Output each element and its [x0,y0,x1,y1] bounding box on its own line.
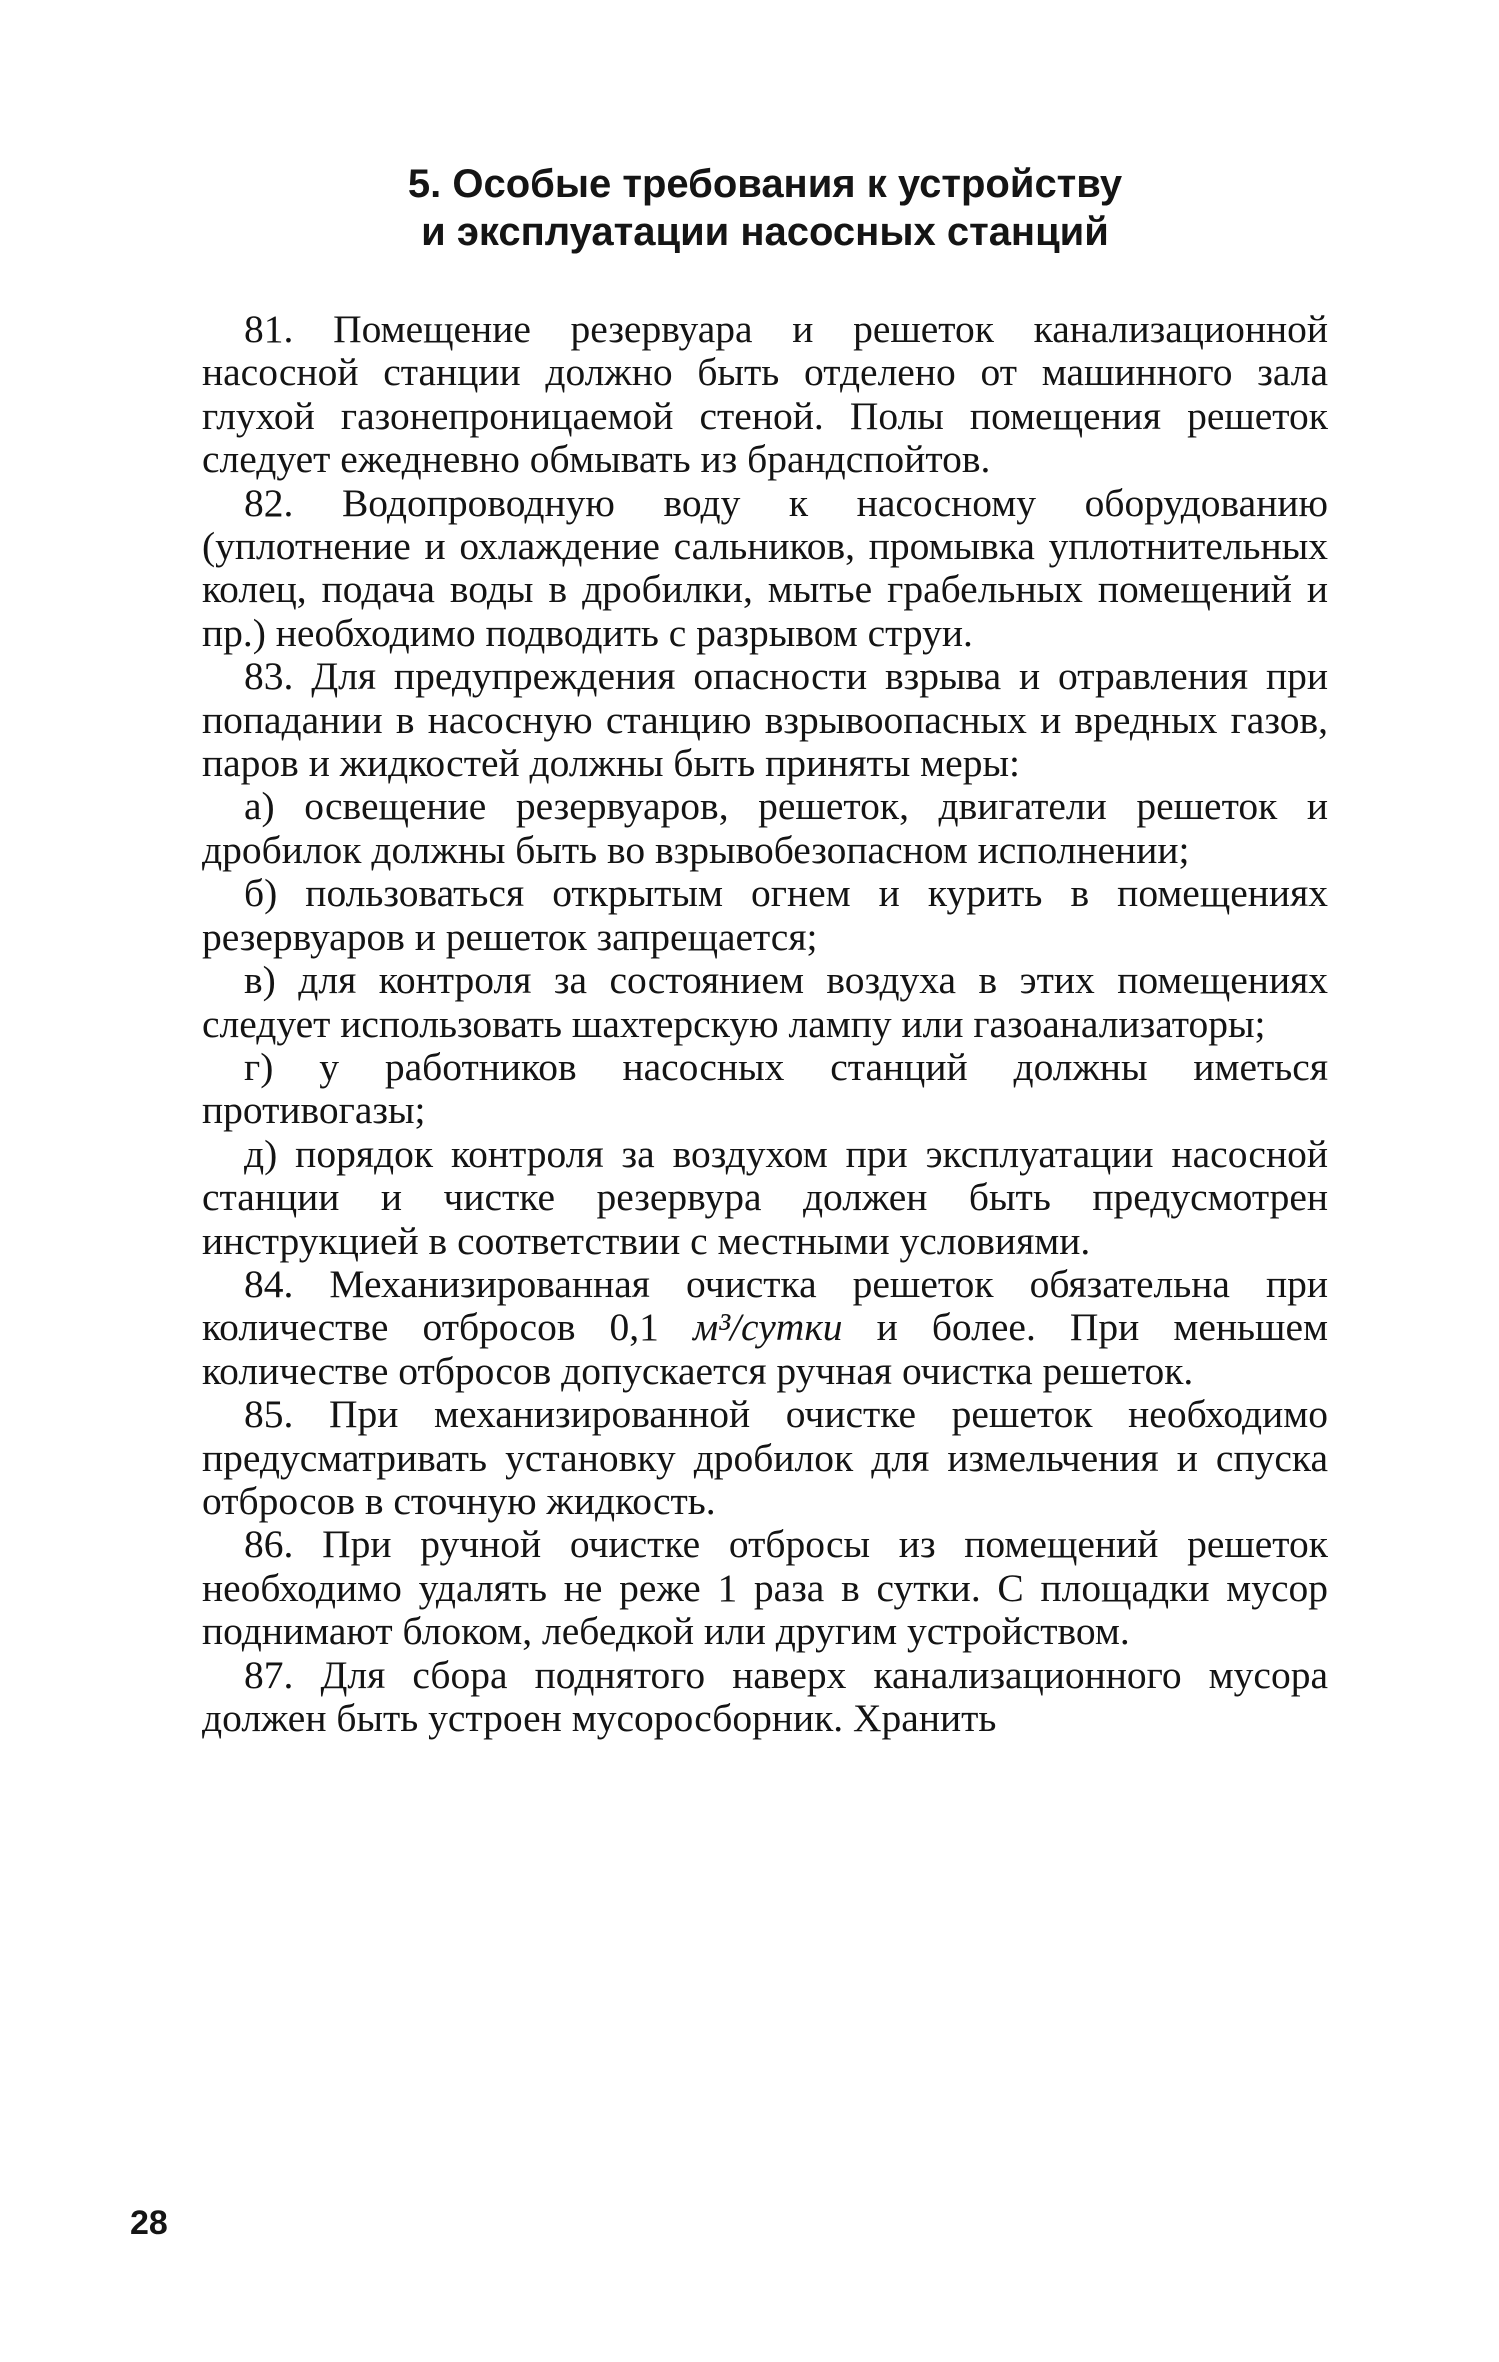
paragraph-83: 83. Для предупреждения опасности взрыва и отравления при попадании в насосную станцию взрывоопасных и вредных газов, паров и жидкостей должны быть приняты меры: [202,654,1328,786]
paragraph-83-item-v: в) для контроля за состоянием воздуха в этих помещениях следует использовать шахтерскую лампу или газоанализаторы; [202,958,1328,1046]
page-number: 28 [130,2204,168,2242]
paragraph-84-unit: м³/сутки [692,1305,843,1350]
paragraph-81: 81. Помещение резервуара и решеток канализационной насосной станции должно быть отделено от машинного зала глухой газонепроницаемой стеной. Полы помещения решеток следует ежедневно обмывать из брандспойтов. [202,307,1328,482]
paragraph-83-item-a: а) освещение резервуаров, решеток, двигатели решеток и дробилок должны быть во взрывобезопасном исполнении; [202,784,1328,872]
paragraph-85: 85. При механизированной очистке решеток необходимо предусматривать установку дробилок для измельчения и спуска отбросов в сточную жидкость. [202,1392,1328,1523]
page-content [202,160,1328,1740]
paragraph-86: 86. При ручной очистке отбросы из помещений решеток необходимо удалять не реже 1 раза в сутки. С площадки мусор поднимают блоком, лебедкой или другим устройством. [202,1522,1328,1654]
paragraph-83-item-d: д) порядок контроля за воздухом при эксплуатации насосной станции и чистке резервура должен быть предусмотрен инструкцией в соответствии с местными условиями. [202,1131,1328,1263]
section-title-line-2: и эксплуатации насосных станций [421,210,1109,254]
paragraph-84-start: 84. Механизированная очистка решеток обязательна при количестве отбросов 0,1 [202,1261,1328,1350]
paragraph-83-item-g: г) у работников насосных станций должны иметься противогазы; [202,1044,1328,1133]
paragraph-84 [202,1263,1328,1393]
paragraph-87: 87. Для сбора поднятого наверх канализационного мусора должен быть устроен мусоросборник. Хранить [202,1652,1328,1740]
section-title-line-1: 5. Особые требования к устройству [407,162,1123,206]
paragraph-83-item-b: б) пользоваться открытым огнем и курить в помещениях резервуаров и решеток запрещается; [202,871,1328,959]
paragraph-82: 82. Водопроводную воду к насосному оборудованию (уплотнение и охлаждение сальников, промывка уплотнительных колец, подача воды в дробилки, мытье грабельных помещений и пр.) необходимо подводить с разрывом струи. [202,480,1328,655]
paragraph-84-end: и более. При меньшем количестве отбросов допускается ручная очистка решеток. [202,1305,1328,1393]
section-title [202,160,1328,256]
